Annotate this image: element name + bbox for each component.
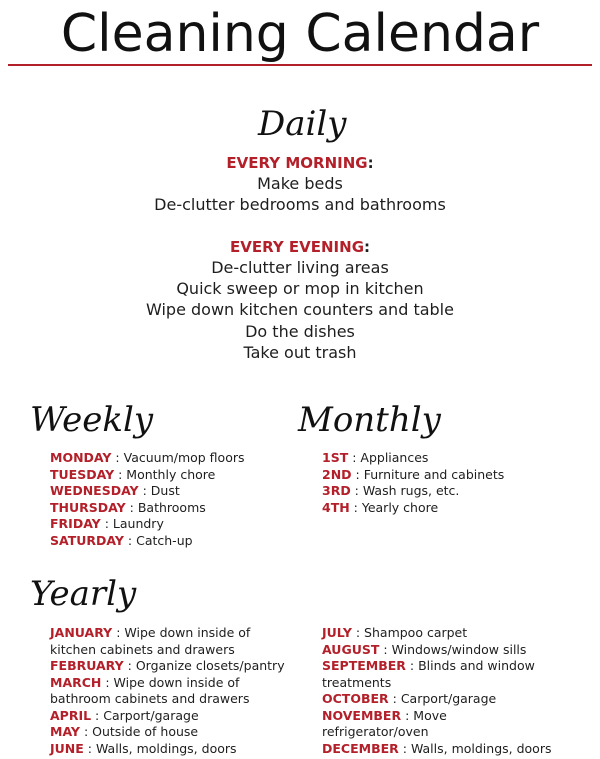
item-key: THURSDAY [50,499,126,515]
item-continuation: kitchen cabinets and drawers [50,641,235,657]
item-value: Catch-up [136,532,193,548]
item-value: Organize closets/pantry [135,658,285,673]
item-value: Monthly chore [126,466,216,482]
item-key: FEBRUARY [50,658,124,673]
item-value: Walls, moldings, doors [95,740,237,756]
item-value: Bathrooms [137,499,206,515]
item-value: Outside of house [92,724,199,739]
item-key: MONDAY [50,450,112,465]
yearly-list-left [50,625,285,757]
morning-label: EVERY MORNING: [226,154,374,172]
item-value: Shampoo carpet [364,625,468,640]
list-item: AUGUST : Windows/window sills [322,641,527,657]
list-item: 4TH : Yearly chore [322,499,439,515]
item-key: FRIDAY [50,516,101,531]
morning-task: Make beds [257,174,343,193]
item-key: 1ST [322,450,349,465]
evening-task: De-clutter living areas [211,258,389,277]
list-item: FRIDAY : Laundry [50,516,164,531]
daily-heading: Daily [258,104,347,144]
item-key: APRIL [50,707,92,723]
evening-task: Wipe down kitchen counters and table [146,300,454,320]
list-item: NOVEMBER : Move [322,707,447,723]
weekly-heading: Weekly [30,400,154,440]
item-key: DECEMBER [322,740,399,756]
list-item: JANUARY : Wipe down inside of [50,625,251,640]
item-key: 2ND [322,466,352,482]
item-key: 4TH [322,499,350,515]
evening-label: EVERY EVENING: [229,238,371,256]
item-key: NOVEMBER [322,707,402,723]
list-item: WEDNESDAY : Dust [50,483,180,498]
item-value: Walls, moldings, doors [410,740,552,756]
item-value: Carport/garage [103,707,199,723]
page-title: Cleaning Calendar [60,4,540,64]
item-key: TUESDAY [50,466,115,482]
item-key: JUNE [50,740,84,756]
item-value: Furniture and cabinets [363,466,505,482]
item-continuation: treatments [322,674,392,690]
item-value: Wipe down inside of [124,625,251,640]
item-key: AUGUST [322,641,380,657]
item-key: SATURDAY [50,532,124,548]
item-value: Wipe down inside of [113,674,240,690]
monthly-list [322,450,504,516]
list-item: MARCH : Wipe down inside of [50,674,240,690]
item-key: JULY [322,625,352,640]
list-item: TUESDAY : Monthly chore [50,466,216,482]
item-key: WEDNESDAY [50,483,139,498]
yearly-heading: Yearly [30,574,137,614]
list-item: DECEMBER : Walls, moldings, doors [322,740,552,756]
list-item: SEPTEMBER : Blinds and window [322,658,535,673]
yearly-list-right [322,625,551,757]
item-value: Yearly chore [361,499,439,515]
evening-label-text: EVERY EVENING [229,238,365,256]
item-key: MARCH [50,674,102,690]
item-value: Vacuum/mop floors [123,450,245,465]
evening-task: Take out trash [243,342,357,362]
list-item: MAY : Outside of house [50,724,199,739]
item-value: Carport/garage [400,691,497,706]
list-item: THURSDAY : Bathrooms [50,499,206,515]
list-item: OCTOBER : Carport/garage [322,691,497,706]
list-item: MONDAY : Vacuum/mop floors [50,450,245,465]
item-value: Dust [150,483,180,498]
list-item: APRIL : Carport/garage [50,707,199,723]
item-key: OCTOBER [322,691,389,706]
list-item: JUNE : Walls, moldings, doors [50,740,237,756]
item-continuation: refrigerator/oven [322,724,429,739]
morning-label-text: EVERY MORNING [226,154,368,172]
item-key: SEPTEMBER [322,658,406,673]
item-key: 3RD [322,483,351,498]
item-key: MAY [50,724,80,739]
item-continuation: bathroom cabinets and drawers [50,691,250,706]
weekly-list [50,450,245,549]
item-value: Wash rugs, etc. [362,483,460,498]
list-item: 3RD : Wash rugs, etc. [322,483,460,498]
item-value: Move [413,707,447,723]
list-item: SATURDAY : Catch-up [50,532,193,548]
morning-task: De-clutter bedrooms and bathrooms [154,195,446,215]
evening-section [0,237,600,363]
title-divider [8,64,592,66]
list-item: 2ND : Furniture and cabinets [322,466,505,482]
list-item: FEBRUARY : Organize closets/pantry [50,658,285,673]
evening-task: Do the dishes [245,321,355,341]
monthly-heading: Monthly [298,400,441,440]
item-value: Appliances [360,450,429,465]
list-item: JULY : Shampoo carpet [322,625,468,640]
item-value: Blinds and window [418,658,535,673]
evening-task: Quick sweep or mop in kitchen [176,279,424,299]
list-item: 1ST : Appliances [322,450,429,465]
item-value: Laundry [112,516,164,531]
morning-section [0,153,600,215]
item-key: JANUARY [50,625,113,640]
item-value: Windows/window sills [391,641,527,657]
